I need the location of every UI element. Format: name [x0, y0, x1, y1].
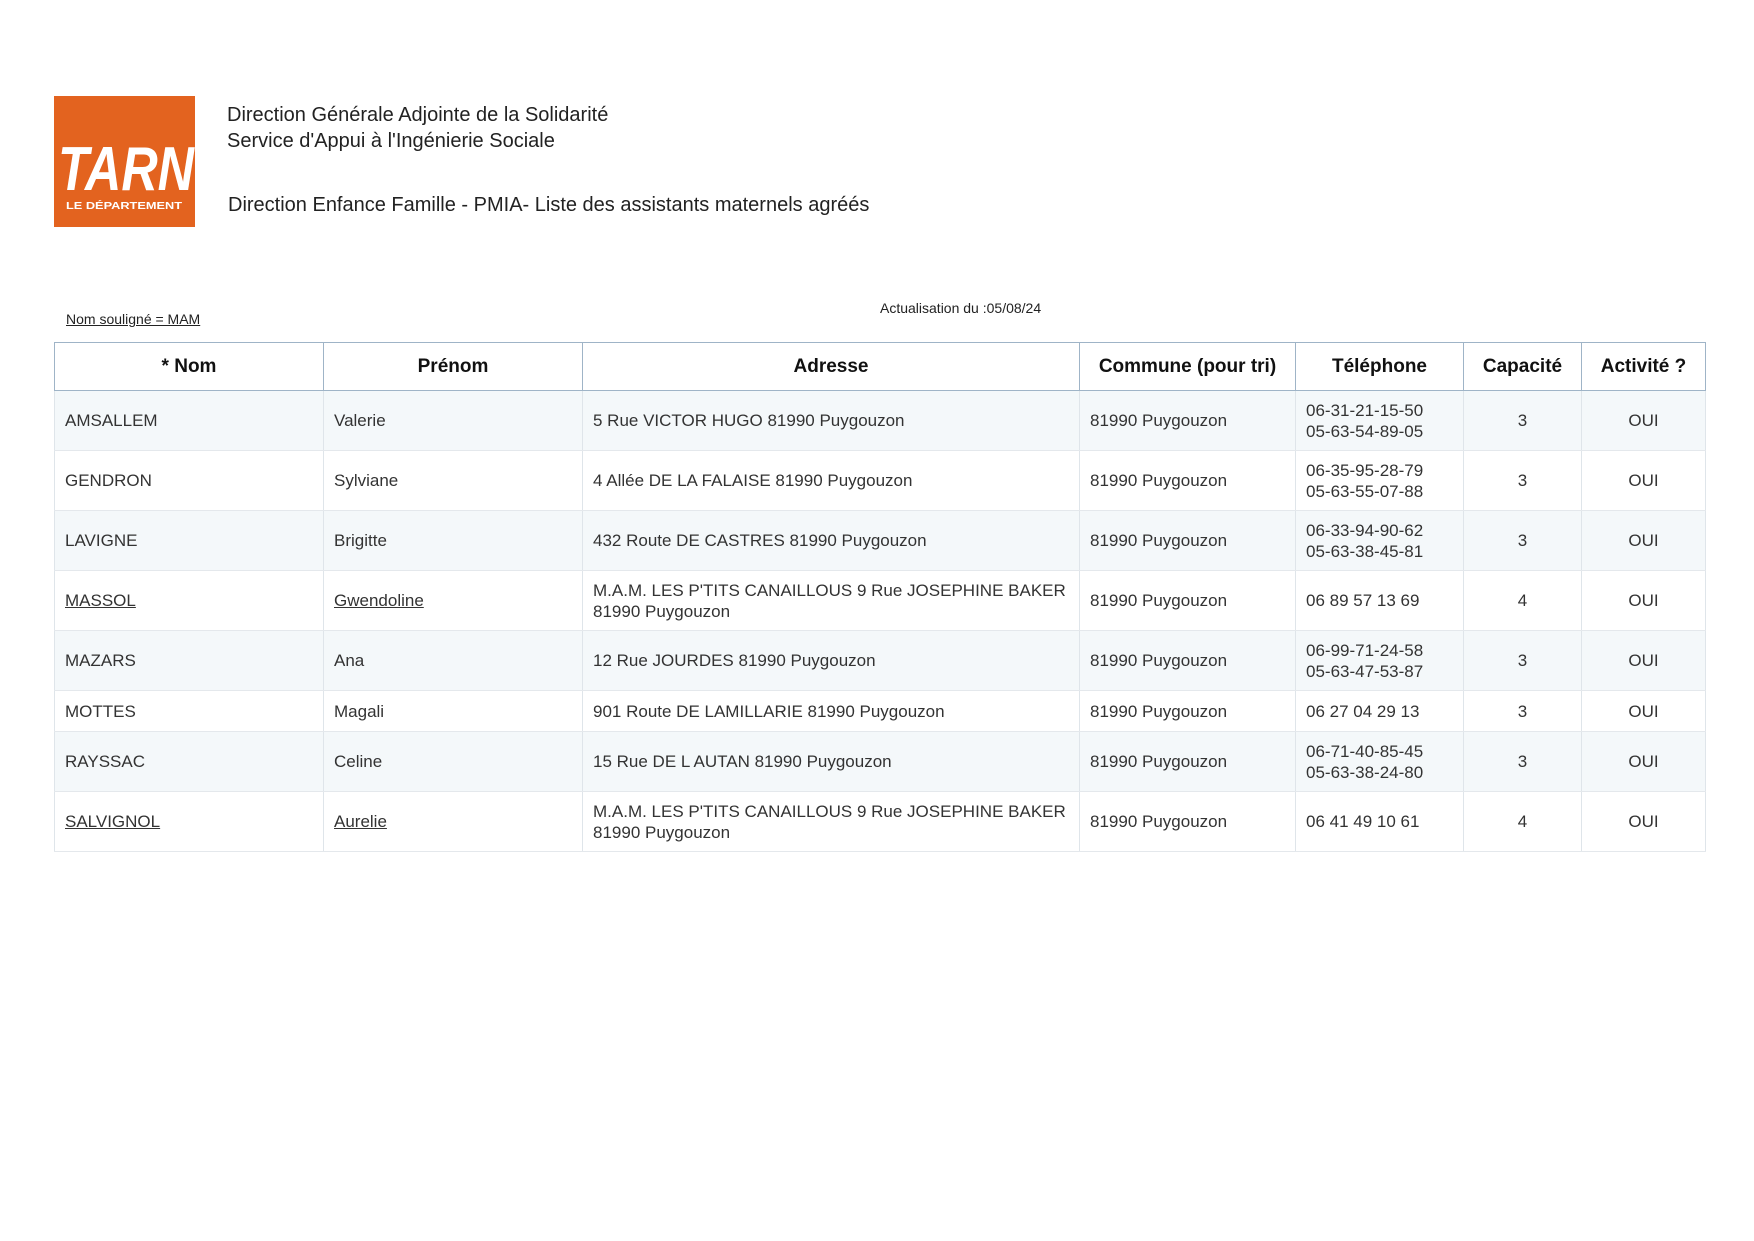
- table-row: [55, 451, 1706, 511]
- phone-2: 05-63-47-53-87: [1306, 661, 1424, 681]
- phone-1: 06-33-94-90-62: [1306, 520, 1424, 540]
- column-header-capacite: Capacité: [1464, 343, 1582, 391]
- cell-adresse: 4 Allée DE LA FALAISE 81990 Puygouzon: [583, 451, 1080, 511]
- cell-nom: SALVIGNOL: [55, 792, 324, 852]
- update-date: Actualisation du :05/08/24: [880, 300, 1042, 316]
- cell-telephone: [1296, 631, 1464, 691]
- phone-2: 05-63-38-45-81: [1306, 541, 1424, 561]
- column-header-activite: Activité ?: [1582, 343, 1706, 391]
- column-header-telephone: Téléphone: [1296, 343, 1464, 391]
- column-header-adresse: Adresse: [583, 343, 1080, 391]
- cell-capacite: 3: [1464, 691, 1582, 732]
- cell-telephone: [1296, 792, 1464, 852]
- cell-telephone: [1296, 391, 1464, 451]
- column-header-prenom: Prénom: [324, 343, 583, 391]
- cell-telephone: [1296, 571, 1464, 631]
- assistants-table: [54, 342, 1706, 852]
- cell-telephone: [1296, 732, 1464, 792]
- cell-nom: GENDRON: [55, 451, 324, 511]
- phone-2: 05-63-38-24-80: [1306, 762, 1424, 782]
- cell-adresse: 432 Route DE CASTRES 81990 Puygouzon: [583, 511, 1080, 571]
- document-title: Direction Enfance Famille - PMIA- Liste des assistants maternels agréés: [228, 194, 870, 216]
- cell-commune: 81990 Puygouzon: [1080, 792, 1296, 852]
- cell-adresse: M.A.M. LES P'TITS CANAILLOUS 9 Rue JOSEPHINE BAKER 81990 Puygouzon: [583, 792, 1080, 852]
- cell-prenom: Magali: [324, 691, 583, 732]
- cell-activite: OUI: [1582, 732, 1706, 792]
- cell-adresse: 12 Rue JOURDES 81990 Puygouzon: [583, 631, 1080, 691]
- cell-commune: 81990 Puygouzon: [1080, 511, 1296, 571]
- phone-1: 06-35-95-28-79: [1306, 460, 1424, 480]
- cell-nom: MASSOL: [55, 571, 324, 631]
- cell-prenom: Sylviane: [324, 451, 583, 511]
- cell-telephone: [1296, 691, 1464, 732]
- cell-activite: OUI: [1582, 631, 1706, 691]
- cell-capacite: 3: [1464, 511, 1582, 571]
- cell-prenom: Aurelie: [324, 792, 583, 852]
- phone-2: 05-63-54-89-05: [1306, 421, 1424, 441]
- column-header-commune: Commune (pour tri): [1080, 343, 1296, 391]
- phone-2: 05-63-55-07-88: [1306, 481, 1424, 501]
- cell-prenom: Gwendoline: [324, 571, 583, 631]
- cell-prenom: Celine: [324, 732, 583, 792]
- phone-1: 06 27 04 29 13: [1306, 701, 1420, 721]
- table-row-mam: [55, 792, 1706, 852]
- tarn-logo: [54, 96, 195, 227]
- column-header-nom: * Nom: [55, 343, 324, 391]
- phone-1: 06-31-21-15-50: [1306, 400, 1424, 420]
- table-row: [55, 631, 1706, 691]
- logo-text: TARN: [58, 135, 195, 204]
- cell-capacite: 4: [1464, 792, 1582, 852]
- cell-activite: OUI: [1582, 391, 1706, 451]
- cell-prenom: Brigitte: [324, 511, 583, 571]
- header-line-1: Direction Générale Adjointe de la Solidarité: [227, 104, 609, 126]
- header-line-2: Service d'Appui à l'Ingénierie Sociale: [227, 130, 555, 152]
- table-row: [55, 691, 1706, 732]
- cell-activite: OUI: [1582, 792, 1706, 852]
- cell-capacite: 3: [1464, 391, 1582, 451]
- cell-prenom: Ana: [324, 631, 583, 691]
- cell-capacite: 4: [1464, 571, 1582, 631]
- phone-1: 06-71-40-85-45: [1306, 741, 1424, 761]
- cell-capacite: 3: [1464, 732, 1582, 792]
- cell-nom: RAYSSAC: [55, 732, 324, 792]
- cell-commune: 81990 Puygouzon: [1080, 451, 1296, 511]
- logo-subtext: LE DÉPARTEMENT: [66, 201, 157, 212]
- cell-nom: MAZARS: [55, 631, 324, 691]
- cell-nom: MOTTES: [55, 691, 324, 732]
- cell-adresse: 5 Rue VICTOR HUGO 81990 Puygouzon: [583, 391, 1080, 451]
- cell-adresse: M.A.M. LES P'TITS CANAILLOUS 9 Rue JOSEPHINE BAKER 81990 Puygouzon: [583, 571, 1080, 631]
- cell-activite: OUI: [1582, 451, 1706, 511]
- cell-commune: 81990 Puygouzon: [1080, 732, 1296, 792]
- cell-nom: LAVIGNE: [55, 511, 324, 571]
- cell-activite: OUI: [1582, 691, 1706, 732]
- cell-activite: OUI: [1582, 571, 1706, 631]
- cell-activite: OUI: [1582, 511, 1706, 571]
- cell-telephone: [1296, 511, 1464, 571]
- phone-1: 06 41 49 10 61: [1306, 812, 1420, 831]
- cell-commune: 81990 Puygouzon: [1080, 631, 1296, 691]
- cell-telephone: [1296, 451, 1464, 511]
- cell-commune: 81990 Puygouzon: [1080, 691, 1296, 732]
- table-header-row: [55, 343, 1706, 391]
- table-row-mam: [55, 571, 1706, 631]
- cell-capacite: 3: [1464, 631, 1582, 691]
- cell-prenom: Valerie: [324, 391, 583, 451]
- table-row: [55, 391, 1706, 451]
- phone-1: 06-99-71-24-58: [1306, 640, 1424, 660]
- cell-commune: 81990 Puygouzon: [1080, 391, 1296, 451]
- cell-adresse: 901 Route DE LAMILLARIE 81990 Puygouzon: [583, 691, 1080, 732]
- legend-note: Nom souligné = MAM: [66, 311, 201, 327]
- phone-1: 06 89 57 13 69: [1306, 591, 1420, 610]
- cell-capacite: 3: [1464, 451, 1582, 511]
- cell-nom: AMSALLEM: [55, 391, 324, 451]
- cell-adresse: 15 Rue DE L AUTAN 81990 Puygouzon: [583, 732, 1080, 792]
- table-row: [55, 511, 1706, 571]
- table-row: [55, 732, 1706, 792]
- cell-commune: 81990 Puygouzon: [1080, 571, 1296, 631]
